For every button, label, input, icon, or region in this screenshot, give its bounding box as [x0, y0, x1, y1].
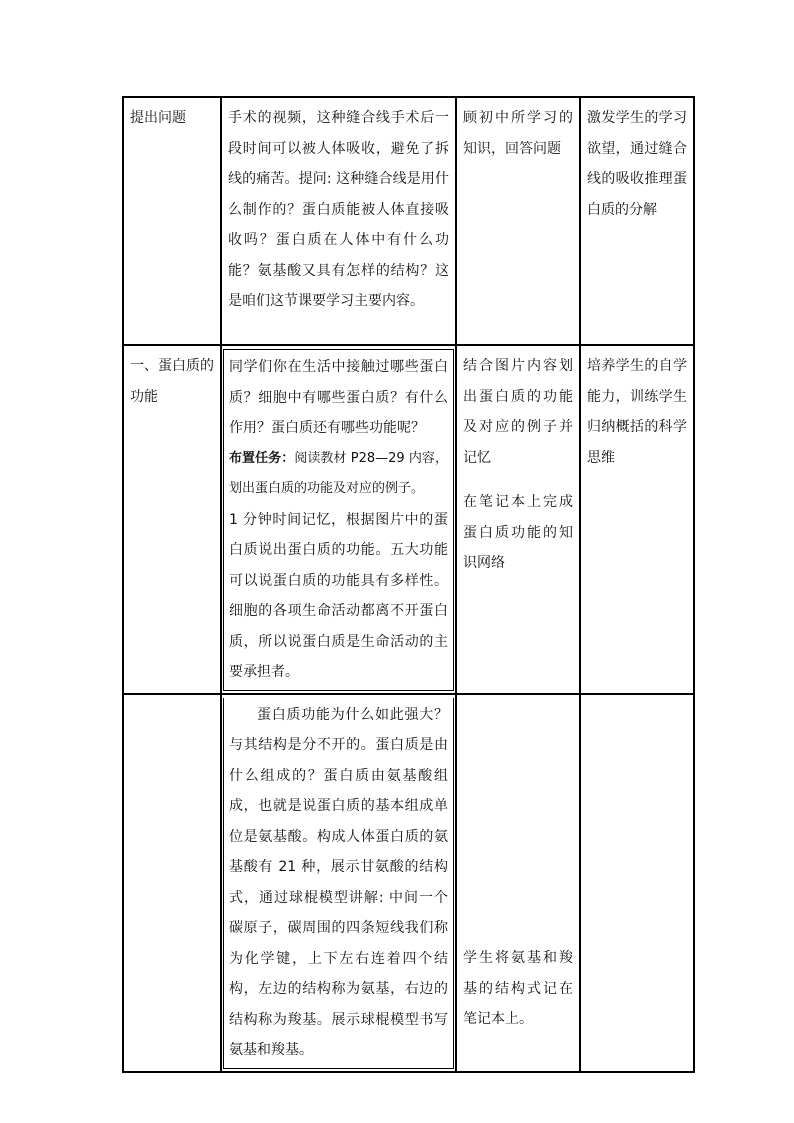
task-text: 阅读教材 P28—29 内容，划出蛋白质的功能及对应的例子。 — [229, 450, 448, 496]
stage-label: 提出问题 — [130, 110, 186, 126]
student-activity-cell — [456, 694, 580, 1072]
design-intent-cell — [580, 694, 694, 1072]
teacher-activity-cell — [221, 345, 456, 694]
design-intent-cell — [580, 345, 694, 694]
student-activity-text: 结合图片内容划出蛋白质的功能及对应的例子并记忆 — [463, 358, 573, 466]
student-activity-text: 学生将氨基和羧基的结构式记在笔记本上。 — [463, 950, 573, 1027]
teacher-activity-text: 手术的视频，这种缝合线手术后一段时间可以被人体吸收，避免了拆线的痛苦。提问: 这种缝合线是用什么制作的？蛋白质能被人体直接吸收吗？蛋白质在人体中有什么功能？氨基酸又具有怎样的结构？这是咱们这节课要学习主要内容。 — [228, 110, 449, 309]
teacher-activity-cell — [221, 694, 456, 1072]
student-activity-cell — [456, 345, 580, 694]
stage-label: 一、蛋白质的功能 — [130, 358, 214, 405]
stage-cell — [123, 97, 221, 345]
table-row — [123, 345, 694, 694]
task-label: 布置任务： — [229, 450, 295, 466]
stage-cell — [123, 694, 221, 1072]
student-activity-text: 顾初中所学习的知识，回答问题 — [463, 110, 573, 157]
teacher-activity-text: 同学们你在生活中接触过哪些蛋白质？细胞中有哪些蛋白质？有什么作用？蛋白质还有哪些功能呢？ — [229, 359, 448, 436]
design-intent-cell — [580, 97, 694, 345]
student-activity-cell — [456, 97, 580, 345]
teacher-activity-text-more: 1 分钟时间记忆，根据图片中的蛋白质说出蛋白质的功能。五大功能可以说蛋白质的功能具有多样性。细胞的各项生命活动都离不开蛋白质，所以说蛋白质是生命活动的主要承担者。 — [229, 511, 448, 680]
lesson-plan-table — [122, 96, 695, 1073]
table-row — [123, 694, 694, 1072]
table-row — [123, 97, 694, 345]
stage-cell — [123, 345, 221, 694]
teacher-activity-cell — [221, 97, 456, 345]
design-intent-text: 激发学生的学习欲望，通过缝合线的吸收推理蛋白质的分解 — [587, 110, 687, 218]
teacher-activity-text: 蛋白质功能为什么如此强大？与其结构是分不开的。蛋白质是由什么组成的？蛋白质由氨基酸组成，也就是说蛋白质的基本组成单位是氨基酸。构成人体蛋白质的氨基酸有 21 种，展示甘氨酸的结构式，通过球棍模型讲解: 中间一个碳原子，碳周围的四条短线我们称为化学键，上下左右连着四个结构，左边的结构称为氨基，右边的结构称为羧基。展示球棍模型书写氨基和羧基。 — [229, 706, 448, 1058]
design-intent-text: 培养学生的自学能力，训练学生归纳概括的科学思维 — [587, 358, 687, 466]
student-activity-text-b: 在笔记本上完成蛋白质功能的知识网络 — [463, 494, 573, 571]
